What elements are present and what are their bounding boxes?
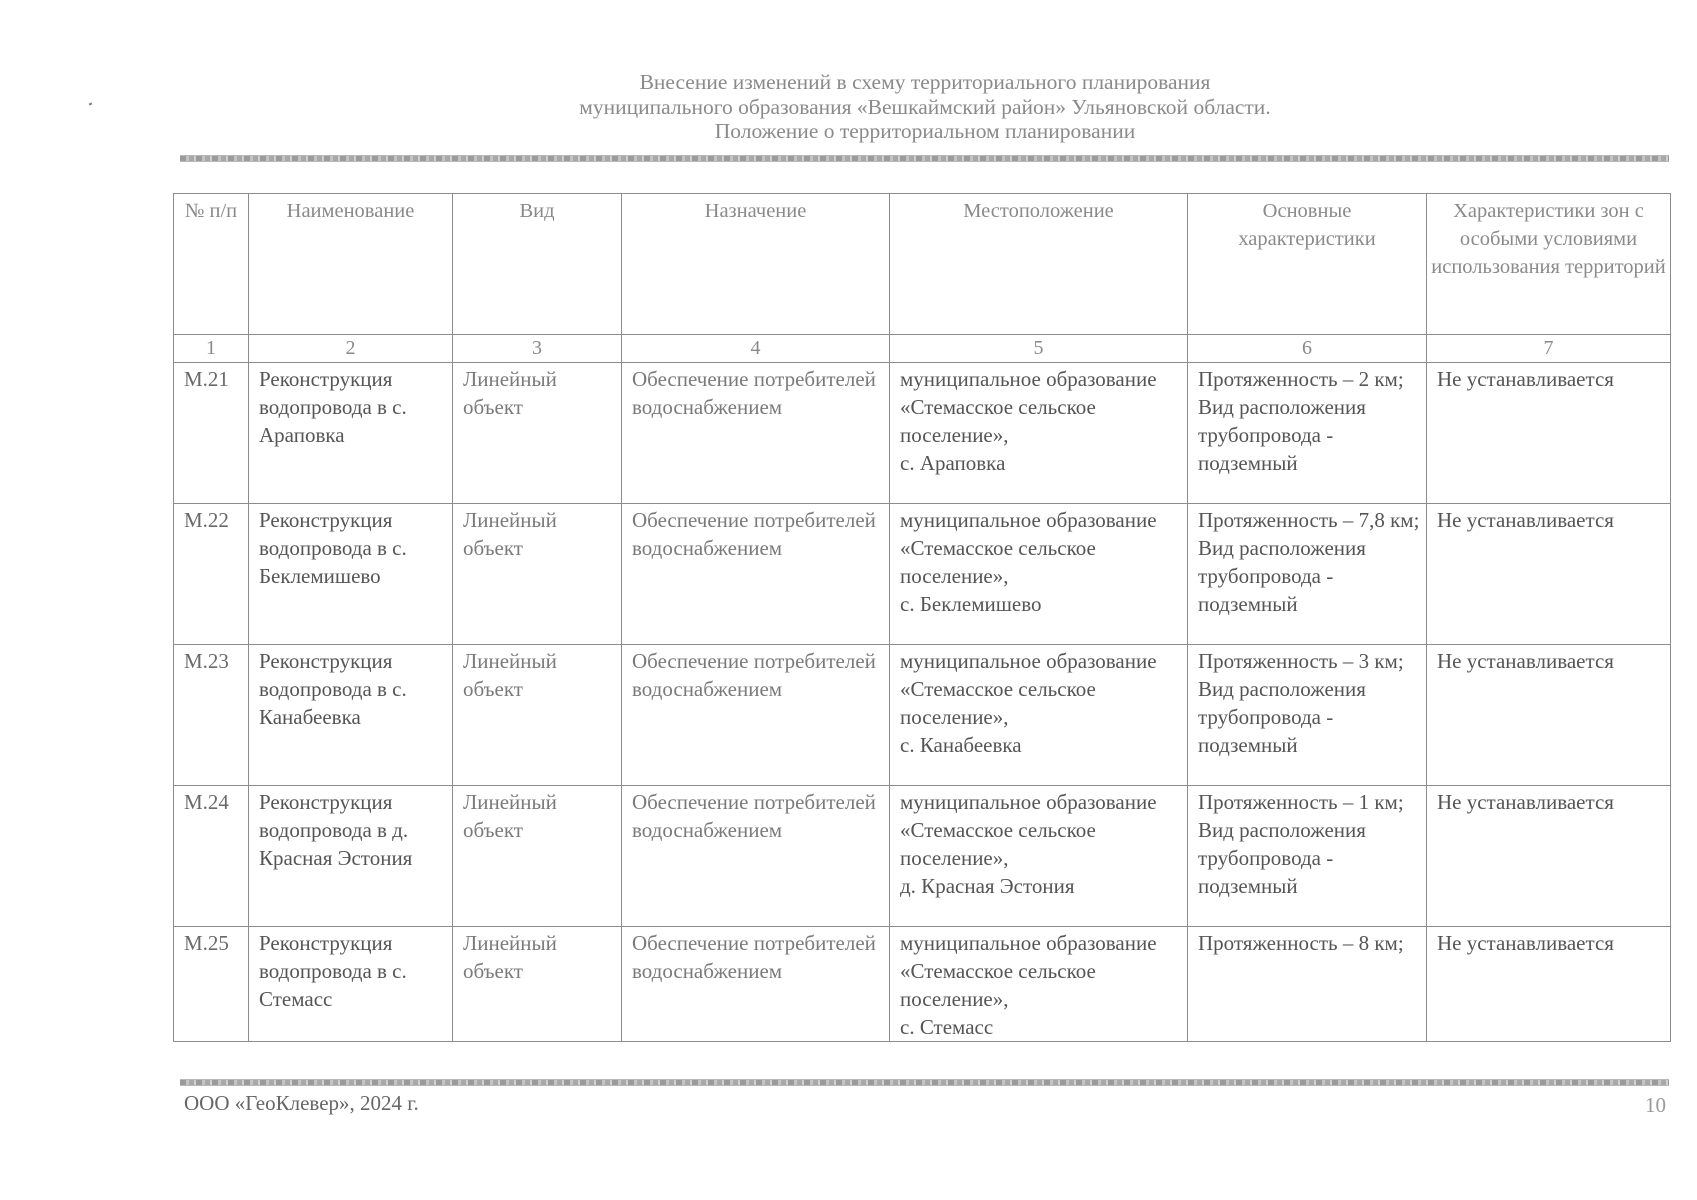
table-row xyxy=(174,927,1671,1042)
row-id: М.22 xyxy=(174,504,249,645)
row-characteristics: Протяженность – 1 км; Вид расположения трубопровода - подземный xyxy=(1188,786,1427,927)
table-row xyxy=(174,645,1671,786)
table-row xyxy=(174,363,1671,504)
row-location: муниципальное образование «Стемасское сельское поселение», д. Красная Эстония xyxy=(890,786,1188,927)
row-id: М.23 xyxy=(174,645,249,786)
header-divider xyxy=(180,155,1669,162)
row-type: Линейный объект xyxy=(453,927,622,1042)
row-name: Реконструкция водопровода в с. Канабеевка xyxy=(249,645,453,786)
row-name: Реконструкция водопровода в с. Стемасс xyxy=(249,927,453,1042)
row-location: муниципальное образование «Стемасское сельское поселение», с. Беклемишево xyxy=(890,504,1188,645)
row-type: Линейный объект xyxy=(453,645,622,786)
row-name: Реконструкция водопровода в с. Араповка xyxy=(249,363,453,504)
scan-mark xyxy=(89,102,93,105)
table-row xyxy=(174,786,1671,927)
table-row xyxy=(174,504,1671,645)
column-number: 3 xyxy=(453,335,622,363)
row-characteristics: Протяженность – 2 км; Вид расположения трубопровода - подземный xyxy=(1188,363,1427,504)
header-line-1: Внесение изменений в схему территориального планирования xyxy=(639,70,1211,94)
column-number: 5 xyxy=(890,335,1188,363)
objects-table xyxy=(173,193,1671,1042)
row-purpose: Обеспечение потребителей водоснабжением xyxy=(622,363,890,504)
col-header-name: Наименование xyxy=(249,194,453,335)
col-header-type: Вид xyxy=(453,194,622,335)
column-number: 4 xyxy=(622,335,890,363)
column-number: 1 xyxy=(174,335,249,363)
row-name: Реконструкция водопровода в с. Беклемишево xyxy=(249,504,453,645)
row-zones: Не устанавливается xyxy=(1427,786,1671,927)
row-purpose: Обеспечение потребителей водоснабжением xyxy=(622,927,890,1042)
page-number: 10 xyxy=(1645,1093,1666,1117)
row-type: Линейный объект xyxy=(453,504,622,645)
row-id: М.21 xyxy=(174,363,249,504)
header-line-3: Положение о территориальном планировании xyxy=(714,119,1136,143)
row-zones: Не устанавливается xyxy=(1427,645,1671,786)
header-line-2: муниципального образования «Вешкаймский район» Ульяновской области. xyxy=(579,94,1271,119)
row-zones: Не устанавливается xyxy=(1427,363,1671,504)
column-number: 6 xyxy=(1188,335,1427,363)
row-zones: Не устанавливается xyxy=(1427,504,1671,645)
row-purpose: Обеспечение потребителей водоснабжением xyxy=(622,645,890,786)
row-id: М.24 xyxy=(174,786,249,927)
row-location: муниципальное образование «Стемасское сельское поселение», с. Стемасс xyxy=(890,927,1188,1042)
row-type: Линейный объект xyxy=(453,363,622,504)
row-type: Линейный объект xyxy=(453,786,622,927)
row-zones: Не устанавливается xyxy=(1427,927,1671,1042)
document-header xyxy=(180,70,1670,144)
row-id: М.25 xyxy=(174,927,249,1042)
row-characteristics: Протяженность – 3 км; Вид расположения трубопровода - подземный xyxy=(1188,645,1427,786)
column-number: 7 xyxy=(1427,335,1671,363)
row-name: Реконструкция водопровода в д. Красная Эстония xyxy=(249,786,453,927)
col-header-location: Местоположение xyxy=(890,194,1188,335)
row-location: муниципальное образование «Стемасское сельское поселение», с. Канабеевка xyxy=(890,645,1188,786)
row-characteristics: Протяженность – 7,8 км; Вид расположения трубопровода - подземный xyxy=(1188,504,1427,645)
row-purpose: Обеспечение потребителей водоснабжением xyxy=(622,786,890,927)
col-header-characteristics: Основные характеристики xyxy=(1188,194,1427,335)
col-header-purpose: Назначение xyxy=(622,194,890,335)
footer-company: ООО «ГеоКлевер», 2024 г. xyxy=(184,1091,419,1115)
footer-divider xyxy=(180,1079,1669,1086)
col-header-zones: Характеристики зон с особыми условиями использования территорий xyxy=(1427,194,1671,335)
column-number-row xyxy=(174,335,1671,363)
row-characteristics: Протяженность – 8 км; xyxy=(1188,927,1427,1042)
col-header-number: № п/п xyxy=(174,194,249,335)
column-number: 2 xyxy=(249,335,453,363)
row-location: муниципальное образование «Стемасское сельское поселение», с. Араповка xyxy=(890,363,1188,504)
row-purpose: Обеспечение потребителей водоснабжением xyxy=(622,504,890,645)
table-header-row xyxy=(174,194,1671,335)
